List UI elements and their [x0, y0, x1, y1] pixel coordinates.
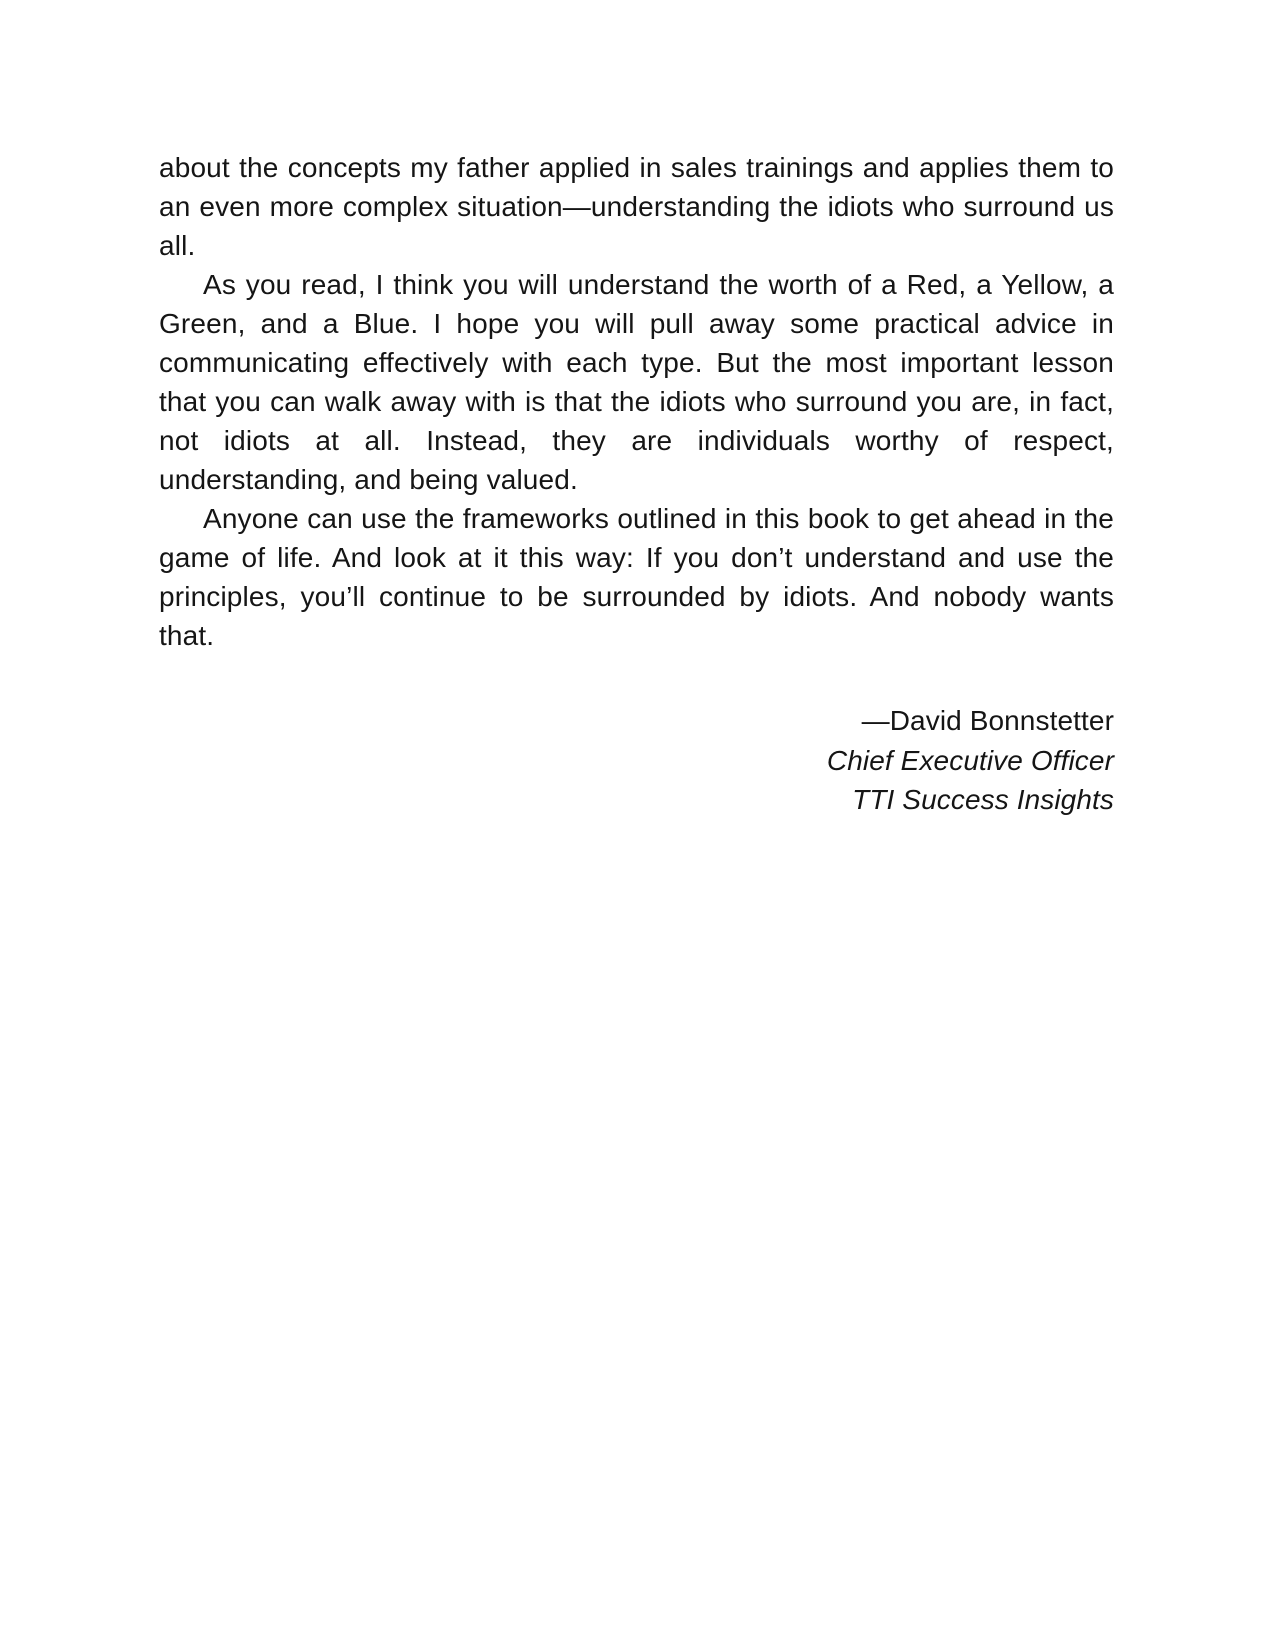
signature-name: —David Bonnstetter: [861, 705, 1114, 736]
signature-organization: TTI Success Insights: [852, 784, 1114, 815]
paragraph-continued: about the concepts my father applied in sales trainings and applies them to an even more complex situation—understanding the idiots who surround us all.: [159, 152, 1114, 261]
signature-title: Chief Executive Officer: [826, 744, 1114, 776]
paragraph: Anyone can use the frameworks outlined in this book to get ahead in the game of life. And look at it this way: If you don’t understand and use the principles, you’ll continue to be surrounded by idiots. And nobody wants that.: [159, 503, 1114, 651]
signature-block: [827, 701, 1114, 820]
paragraph: As you read, I think you will understand the worth of a Red, a Yellow, a Green, and a Blue. I hope you will pull away some practical advice in communicating effectively with each type. But the most important lesson that you can walk away with is that the idiots who surround you are, in fact, not idiots at all. Instead, they are individuals worthy of respect, understanding, and being valued.: [159, 269, 1114, 495]
body-text: [159, 148, 1114, 655]
